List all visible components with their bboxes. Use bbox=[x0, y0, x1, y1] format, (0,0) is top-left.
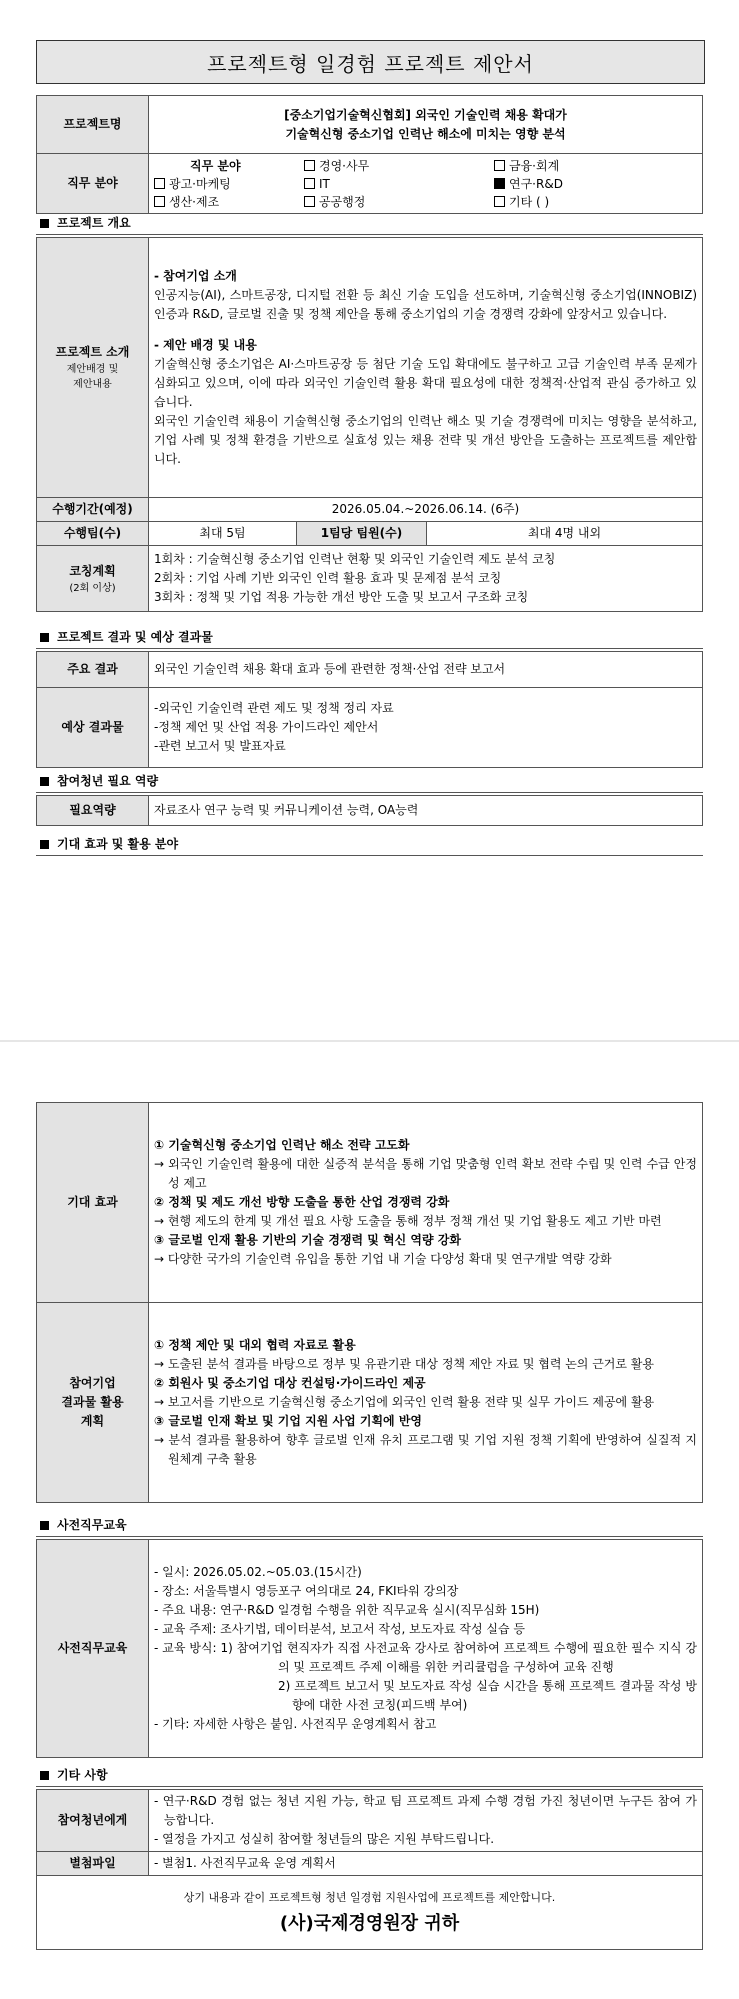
effects-table bbox=[36, 1102, 703, 1503]
footer-statement: 상기 내용과 같이 프로젝트형 청년 일경험 지원사업에 프로젝트를 제안합니다. bbox=[183, 1890, 556, 1904]
square-bullet-icon bbox=[40, 777, 49, 786]
document-title: 프로젝트형 일경험 프로젝트 제안서 bbox=[36, 40, 705, 84]
intro-content bbox=[149, 238, 703, 498]
checkbox-empty-icon bbox=[494, 196, 505, 207]
results-table bbox=[36, 651, 703, 768]
checkbox-empty-icon bbox=[304, 196, 315, 207]
training-content bbox=[149, 1540, 703, 1758]
effect-heading: ① 기술혁신형 중소기업 인력난 해소 전략 고도화 bbox=[154, 1138, 410, 1152]
section-training: 사전직무교육 bbox=[36, 1514, 703, 1537]
attach-value: - 별첨1. 사전직무교육 운영 계획서 bbox=[149, 1852, 703, 1876]
training-table bbox=[36, 1539, 703, 1758]
usage-text: → 보고서를 기반으로 기술혁신형 중소기업에 외국인 인력 활용 전략 및 실무 가이드 제공에 활용 bbox=[154, 1395, 655, 1409]
job-field-header: 직무 분야 bbox=[190, 158, 241, 173]
youth-text-1: - 연구·R&D 경험 없는 청년 지원 가능, 학교 팀 프로젝트 과제 수행 경험 가진 청년이면 누구든 참여 가능합니다. bbox=[154, 1794, 697, 1827]
job-field-options bbox=[149, 154, 703, 214]
effect-heading: ② 정책 및 제도 개선 방향 도출을 통한 산업 경쟁력 강화 bbox=[154, 1195, 450, 1209]
youth-text-2: - 열정을 가지고 성실히 참여할 청년들의 많은 지원 부탁드립니다. bbox=[154, 1832, 495, 1846]
checkbox-empty-icon bbox=[304, 178, 315, 189]
training-method-1: - 교육 방식: 1) 참여기업 현직자가 직접 사전교육 강사로 참여하여 프로젝트 수행에 필요한 필수 지식 강의 및 프로젝트 주제 이해를 위한 커리큘럼을 구성하여 교육 진행 bbox=[154, 1641, 697, 1674]
square-bullet-icon bbox=[40, 840, 49, 849]
coaching-item: 2회차 : 기업 사례 기반 외국인 인력 활용 효과 및 문제점 분석 코칭 bbox=[154, 571, 502, 585]
overview-table bbox=[36, 237, 703, 612]
training-place: - 장소: 서울특별시 영등포구 여의대로 24, FKI타워 강의장 bbox=[154, 1584, 459, 1598]
company-intro-heading: - 참여기업 소개 bbox=[154, 268, 237, 283]
footer-signature: (사)국제경영원장 귀하 bbox=[279, 1912, 460, 1934]
intro-label: 프로젝트 소개 제안배경 및 제안내용 bbox=[37, 238, 149, 498]
training-etc: - 기타: 자세한 사항은 붙임. 사전직무 운영계획서 참고 bbox=[154, 1717, 437, 1731]
usage-heading: ① 정책 제안 및 대외 협력 자료로 활용 bbox=[154, 1338, 356, 1352]
expected-item: -외국인 기술인력 관련 제도 및 정책 정리 자료 bbox=[154, 701, 394, 715]
competency-label: 필요역량 bbox=[37, 796, 149, 826]
project-info-table bbox=[36, 95, 703, 214]
training-date: - 일시: 2026.05.02.~05.03.(15시간) bbox=[154, 1565, 362, 1579]
job-field-label: 직무 분야 bbox=[37, 154, 149, 214]
training-content-text: - 주요 내용: 연구·R&D 일경험 수행을 위한 직무교육 실시(직무심화 15H) bbox=[154, 1603, 540, 1617]
teams-label: 수행팀(수) bbox=[37, 522, 149, 546]
page-2 bbox=[0, 1042, 739, 1999]
option-finance[interactable]: 금융·회계 bbox=[494, 157, 664, 175]
option-public[interactable]: 공공행정 bbox=[304, 193, 494, 211]
attach-label: 별첨파일 bbox=[37, 1852, 149, 1876]
youth-label: 참여청년에게 bbox=[37, 1790, 149, 1852]
option-production[interactable]: 생산·제조 bbox=[154, 193, 304, 211]
square-bullet-icon bbox=[40, 633, 49, 642]
checkbox-empty-icon bbox=[154, 178, 165, 189]
coaching-item: 3회차 : 정책 및 기업 적용 가능한 개선 방안 도출 및 보고서 구조화 코칭 bbox=[154, 590, 529, 604]
checkbox-empty-icon bbox=[154, 196, 165, 207]
period-value: 2026.05.04.~2026.06.14. (6주) bbox=[149, 498, 703, 522]
section-misc: 기타 사항 bbox=[36, 1764, 703, 1787]
competency-value: 자료조사 연구 능력 및 커뮤니케이션 능력, OA능력 bbox=[149, 796, 703, 826]
misc-table bbox=[36, 1789, 703, 1950]
footer-cell bbox=[37, 1876, 703, 1950]
square-bullet-icon bbox=[40, 219, 49, 228]
section-effects: 기대 효과 및 활용 분야 bbox=[36, 833, 703, 856]
usage-text: → 도출된 분석 결과를 바탕으로 정부 및 유관기관 대상 정책 제안 자료 및 협력 논의 근거로 활용 bbox=[154, 1357, 654, 1371]
training-method-2: 2) 프로젝트 보고서 및 보도자료 작성 실습 시간을 통해 프로젝트 결과물 작성 방향에 대한 사전 코칭(피드백 부여) bbox=[278, 1679, 697, 1712]
project-name-cell bbox=[149, 96, 703, 154]
section-overview: 프로젝트 개요 bbox=[36, 212, 703, 235]
youth-content bbox=[149, 1790, 703, 1852]
effect-text: → 다양한 국가의 기술인력 유입을 통한 기업 내 기술 다양성 확대 및 연구개발 역량 강화 bbox=[154, 1252, 612, 1266]
expected-item: -정책 제언 및 산업 적용 가이드라인 제안서 bbox=[154, 720, 379, 734]
coaching-label: 코칭계획 (2회 이상) bbox=[37, 546, 149, 612]
effects-content bbox=[149, 1103, 703, 1303]
usage-heading: ③ 글로벌 인재 확보 및 기업 지원 사업 기획에 반영 bbox=[154, 1414, 423, 1428]
checkbox-checked-icon bbox=[494, 178, 505, 189]
project-name-line-2: 기술혁신형 중소기업 인력난 해소에 미치는 영향 분석 bbox=[285, 126, 566, 141]
competency-table bbox=[36, 795, 703, 826]
project-name-label: 프로젝트명 bbox=[37, 96, 149, 154]
usage-content bbox=[149, 1303, 703, 1503]
main-result-value: 외국인 기술인력 채용 확대 효과 등에 관련한 정책·산업 전략 보고서 bbox=[149, 652, 703, 688]
background-text-1: 기술혁신형 중소기업은 AI·스마트공장 등 첨단 기술 도입 확대에도 불구하고 고급 기술인력 부족 문제가 심화되고 있으며, 이에 따라 외국인 기술인력 활용 확대 필요성에 대한 정책적·산업적 관심 증가하고 있습니다. bbox=[154, 356, 697, 409]
background-heading: - 제안 배경 및 내용 bbox=[154, 337, 257, 352]
checkbox-empty-icon bbox=[494, 160, 505, 171]
training-label: 사전직무교육 bbox=[37, 1540, 149, 1758]
option-advertising[interactable]: 광고·마케팅 bbox=[154, 175, 304, 193]
teams-value: 최대 5팀 bbox=[149, 522, 297, 546]
effect-text: → 현행 제도의 한계 및 개선 필요 사항 도출을 통해 정부 정책 개선 및 기업 활용도 제고 기반 마련 bbox=[154, 1214, 662, 1228]
checkbox-empty-icon bbox=[304, 160, 315, 171]
training-topic: - 교육 주제: 조사기법, 데이터분석, 보고서 작성, 보도자료 작성 실습 등 bbox=[154, 1622, 525, 1636]
expected-label: 예상 결과물 bbox=[37, 688, 149, 768]
company-intro-text: 인공지능(AI), 스마트공장, 디지털 전환 등 최신 기술 도입을 선도하며, 기술혁신형 중소기업(INNOBIZ) 인증과 R&D, 글로벌 진출 및 정책 제안을 통해 중소기업의 기술 경쟁력 강화에 앞장서고 있습니다. bbox=[154, 287, 697, 321]
expected-content bbox=[149, 688, 703, 768]
option-other[interactable]: 기타 ( ) bbox=[494, 193, 664, 211]
option-research[interactable]: 연구·R&D bbox=[494, 175, 664, 193]
members-value: 최대 4명 내외 bbox=[427, 522, 703, 546]
effect-text: → 외국인 기술인력 활용에 대한 실증적 분석을 통해 기업 맞춤형 인력 확보 전략 수립 및 인력 수급 안정성 제고 bbox=[154, 1157, 697, 1190]
members-label: 1팀당 팀원(수) bbox=[297, 522, 427, 546]
project-name-line-1: [중소기업기술혁신협회] 외국인 기술인력 채용 확대가 bbox=[284, 107, 567, 122]
section-results: 프로젝트 결과 및 예상 결과물 bbox=[36, 626, 703, 649]
main-result-label: 주요 결과 bbox=[37, 652, 149, 688]
coaching-item: 1회차 : 기술혁신형 중소기업 인력난 현황 및 외국인 기술인력 제도 분석 코칭 bbox=[154, 552, 556, 566]
section-competency: 참여청년 필요 역량 bbox=[36, 770, 703, 793]
effect-heading: ③ 글로벌 인재 활용 기반의 기술 경쟁력 및 혁신 역량 강화 bbox=[154, 1233, 461, 1247]
usage-label: 참여기업 결과물 활용 계획 bbox=[37, 1303, 149, 1503]
coaching-content bbox=[149, 546, 703, 612]
effects-label: 기대 효과 bbox=[37, 1103, 149, 1303]
period-label: 수행기간(예정) bbox=[37, 498, 149, 522]
background-text-2: 외국인 기술인력 채용이 기술혁신형 중소기업의 인력난 해소 및 기술 경쟁력에 미치는 영향을 분석하고, 기업 사례 및 정책 환경을 기반으로 실효성 있는 채용 전략 및 개선 방안을 도출하는 프로젝트를 제안합니다. bbox=[154, 413, 697, 466]
option-it[interactable]: IT bbox=[304, 175, 494, 193]
usage-heading: ② 회원사 및 중소기업 대상 컨설팅·가이드라인 제공 bbox=[154, 1376, 426, 1390]
square-bullet-icon bbox=[40, 1521, 49, 1530]
option-management[interactable]: 경영·사무 bbox=[304, 157, 494, 175]
usage-text: → 분석 결과를 활용하여 향후 글로벌 인재 유치 프로그램 및 기업 지원 정책 기획에 반영하여 실질적 지원체계 구축 활용 bbox=[154, 1433, 697, 1466]
expected-item: -관련 보고서 및 발표자료 bbox=[154, 739, 286, 753]
square-bullet-icon bbox=[40, 1771, 49, 1780]
